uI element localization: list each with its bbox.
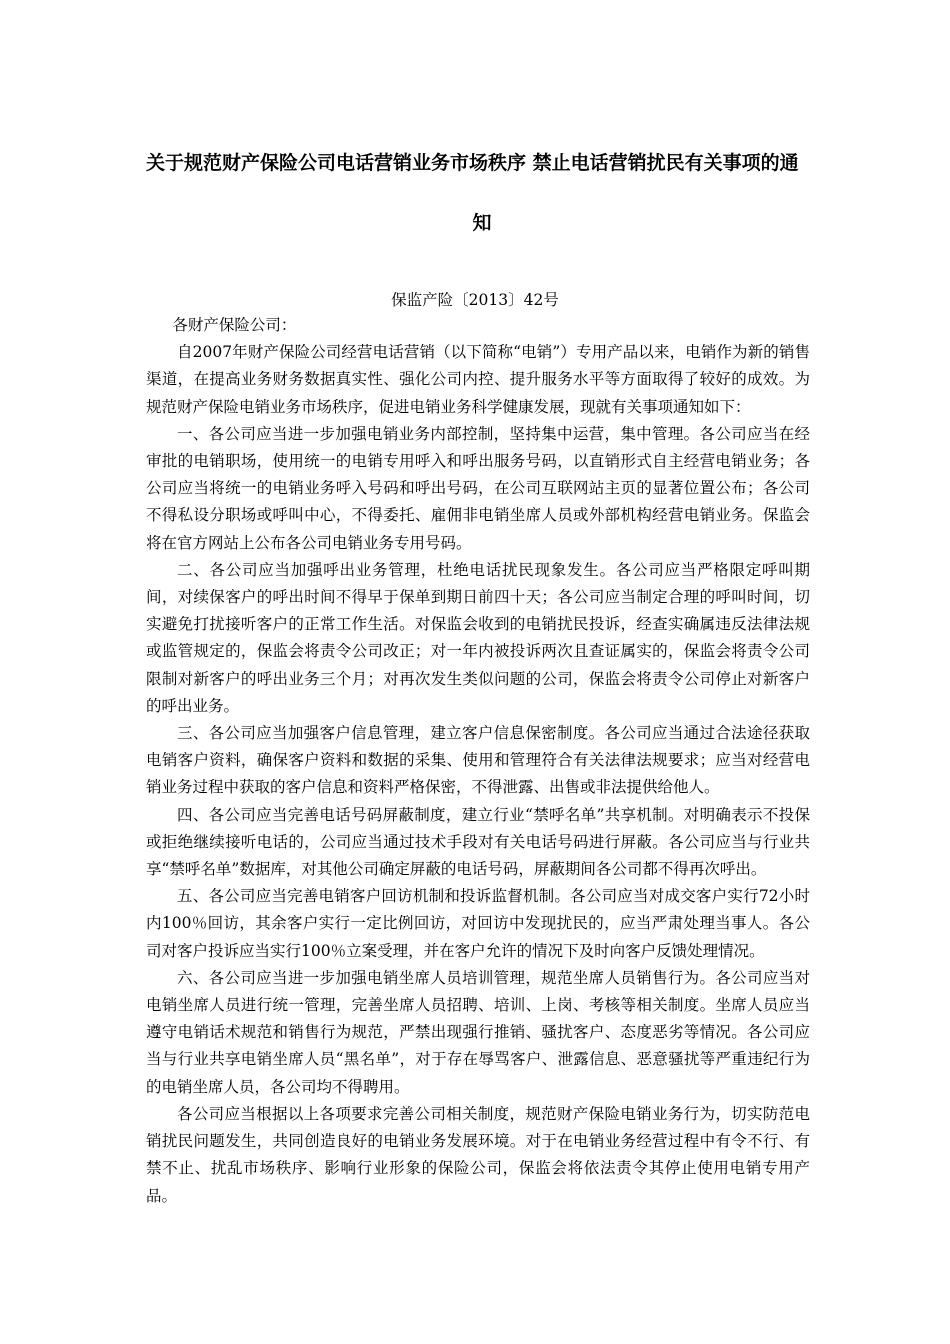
document-body (146, 312, 810, 1210)
document-title-line-2: 知 (472, 212, 492, 234)
paragraph-item-3: 三、各公司应当加强客户信息管理，建立客户信息保密制度。各公司应当通过合法途径获取电销客户资料，确保客户资料和数据的采集、使用和管理符合有关法律法规要求；应当对经营电销业务过程中获取的客户信息和资料严格保密，不得泄露、出售或非法提供给他人。 (146, 724, 810, 797)
paragraph-item-4: 四、各公司应当完善电话号码屏蔽制度，建立行业“禁呼名单”共享机制。对明确表示不投保或拒绝继续接听电话的，公司应当通过技术手段对有关电话号码进行屏蔽。各公司应当与行业共享“禁呼名单”数据库，对其他公司确定屏蔽的电话号码，屏蔽期间各公司都不得再次呼出。 (146, 805, 810, 879)
paragraph-item-6: 六、各公司应当进一步加强电销坐席人员培训管理，规范坐席人员销售行为。各公司应当对电销坐席人员进行统一管理，完善坐席人员招聘、培训、上岗、考核等相关制度。坐席人员应当遵守电销话术规范和销售行为规范，严禁出现强行推销、骚扰客户、态度恶劣等情况。各公司应当与行业共享电销坐席人员“黑名单”，对于存在辱骂客户、泄露信息、恶意骚扰等严重违纪行为的电销坐席人员，各公司均不得聘用。 (146, 968, 810, 1096)
paragraph-item-1: 一、各公司应当进一步加强电销业务内部控制，坚持集中运营，集中管理。各公司应当在经审批的电销职场，使用统一的电销专用呼入和呼出服务号码，以直销形式自主经营电销业务；各公司应当将统一的电销业务呼入号码和呼出号码，在公司互联网站主页的显著位置公布；各公司不得私设分职场或呼叫中心，不得委托、雇佣非电销坐席人员或外部机构经营电销业务。保监会将在官方网站上公布各公司电销业务专用号码。 (146, 424, 810, 552)
paragraph-item-2: 二、各公司应当加强呼出业务管理，杜绝电话扰民现象发生。各公司应当严格限定呼叫期间，对续保客户的呼出时间不得早于保单到期日前四十天；各公司应当制定合理的呼叫时间，切实避免打扰接听客户的正常工作生活。对保监会收到的电销扰民投诉，经查实确属违反法律法规或监管规定的，保监会将责令公司改正；对一年内被投诉两次且查证属实的，保监会将责令公司限制对新客户的呼出业务三个月；对再次发生类似问题的公司，保监会将责令公司停止对新客户的呼出业务。 (146, 560, 810, 715)
paragraph-item-5: 五、各公司应当完善电销客户回访机制和投诉监督机制。各公司应当对成交客户实行72小时内100％回访，其余客户实行一定比例回访，对回访中发现扰民的，应当严肃处理当事人。各公司对客户投诉应当实行100％立案受理，并在客户允许的情况下及时向客户反馈处理情况。 (146, 887, 810, 960)
document-number: 保监产险〔2013〕42号 (391, 291, 559, 309)
document-title-line-1: 关于规范财产保险公司电话营销业务市场秩序 禁止电话营销扰民有关事项的通 (146, 152, 799, 174)
paragraph-closing: 各公司应当根据以上各项要求完善公司相关制度，规范财产保险电销业务行为，切实防范电销扰民问题发生，共同创造良好的电销业务发展环境。对于在电销业务经营过程中有令不行、有禁不止、扰乱市场秩序、影响行业形象的保险公司，保监会将依法责令其停止使用电销专用产品。 (146, 1104, 810, 1205)
salutation: 各财产保险公司： (172, 316, 297, 334)
paragraph-intro: 自2007年财产保险公司经营电话营销（以下简称“电销”）专用产品以来，电销作为新的销售渠道，在提高业务财务数据真实性、强化公司内控、提升服务水平等方面取得了较好的成效。为规范财产保险电销业务市场秩序，促进电销业务科学健康发展，现就有关事项通知如下： (146, 343, 810, 416)
